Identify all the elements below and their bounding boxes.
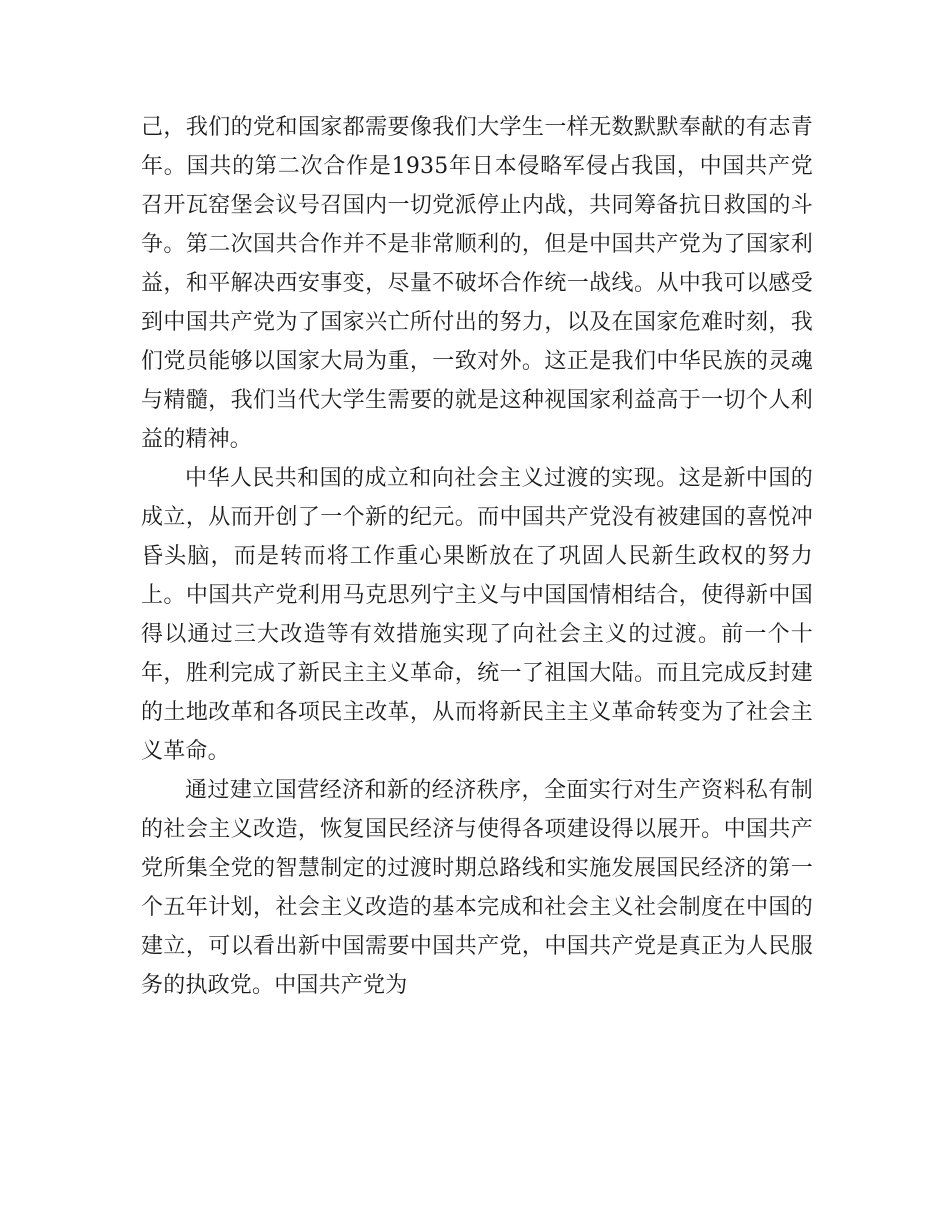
paragraph-3: 通过建立国营经济和新的经济秩序，全面实行对生产资料私有制的社会主义改造，恢复国民经济与使得各项建设得以展开。中国共产党所集全党的智慧制定的过渡时期总路线和实施发展国民经济的第一个五年计划，社会主义改造的基本完成和社会主义社会制度在中国的建立，可以看出新中国需要中国共产党，中国共产党是真正为人民服务的执政党。中国共产党为 bbox=[141, 778, 813, 998]
paragraph-2: 中华人民共和国的成立和向社会主义过渡的实现。这是新中国的成立，从而开创了一个新的纪元。而中国共产党没有被建国的喜悦冲昏头脑，而是转而将工作重心果断放在了巩固人民新生政权的努力上。中国共产党利用马克思列宁主义与中国国情相结合，使得新中国得以通过三大改造等有效措施实现了向社会主义的过渡。前一个十年，胜利完成了新民主主义革命，统一了祖国大陆。而且完成反封建的土地改革和各项民主改革，从而将新民主主义革命转变为了社会主义革命。 bbox=[141, 466, 813, 764]
body-text bbox=[141, 108, 813, 1005]
paragraph-1: 己，我们的党和国家都需要像我们大学生一样无数默默奉献的有志青年。国共的第二次合作是1935年日本侵略军侵占我国，中国共产党召开瓦窑堡会议号召国内一切党派停止内战，共同筹备抗日救国的斗争。第二次国共合作并不是非常顺利的，但是中国共产党为了国家利益，和平解决西安事变，尽量不破坏合作统一战线。从中我可以感受到中国共产党为了国家兴亡所付出的努力，以及在国家危难时刻，我们党员能够以国家大局为重，一致对外。这正是我们中华民族的灵魂与精髓，我们当代大学生需要的就是这种视国家利益高于一切个人利益的精神。 bbox=[141, 115, 813, 452]
